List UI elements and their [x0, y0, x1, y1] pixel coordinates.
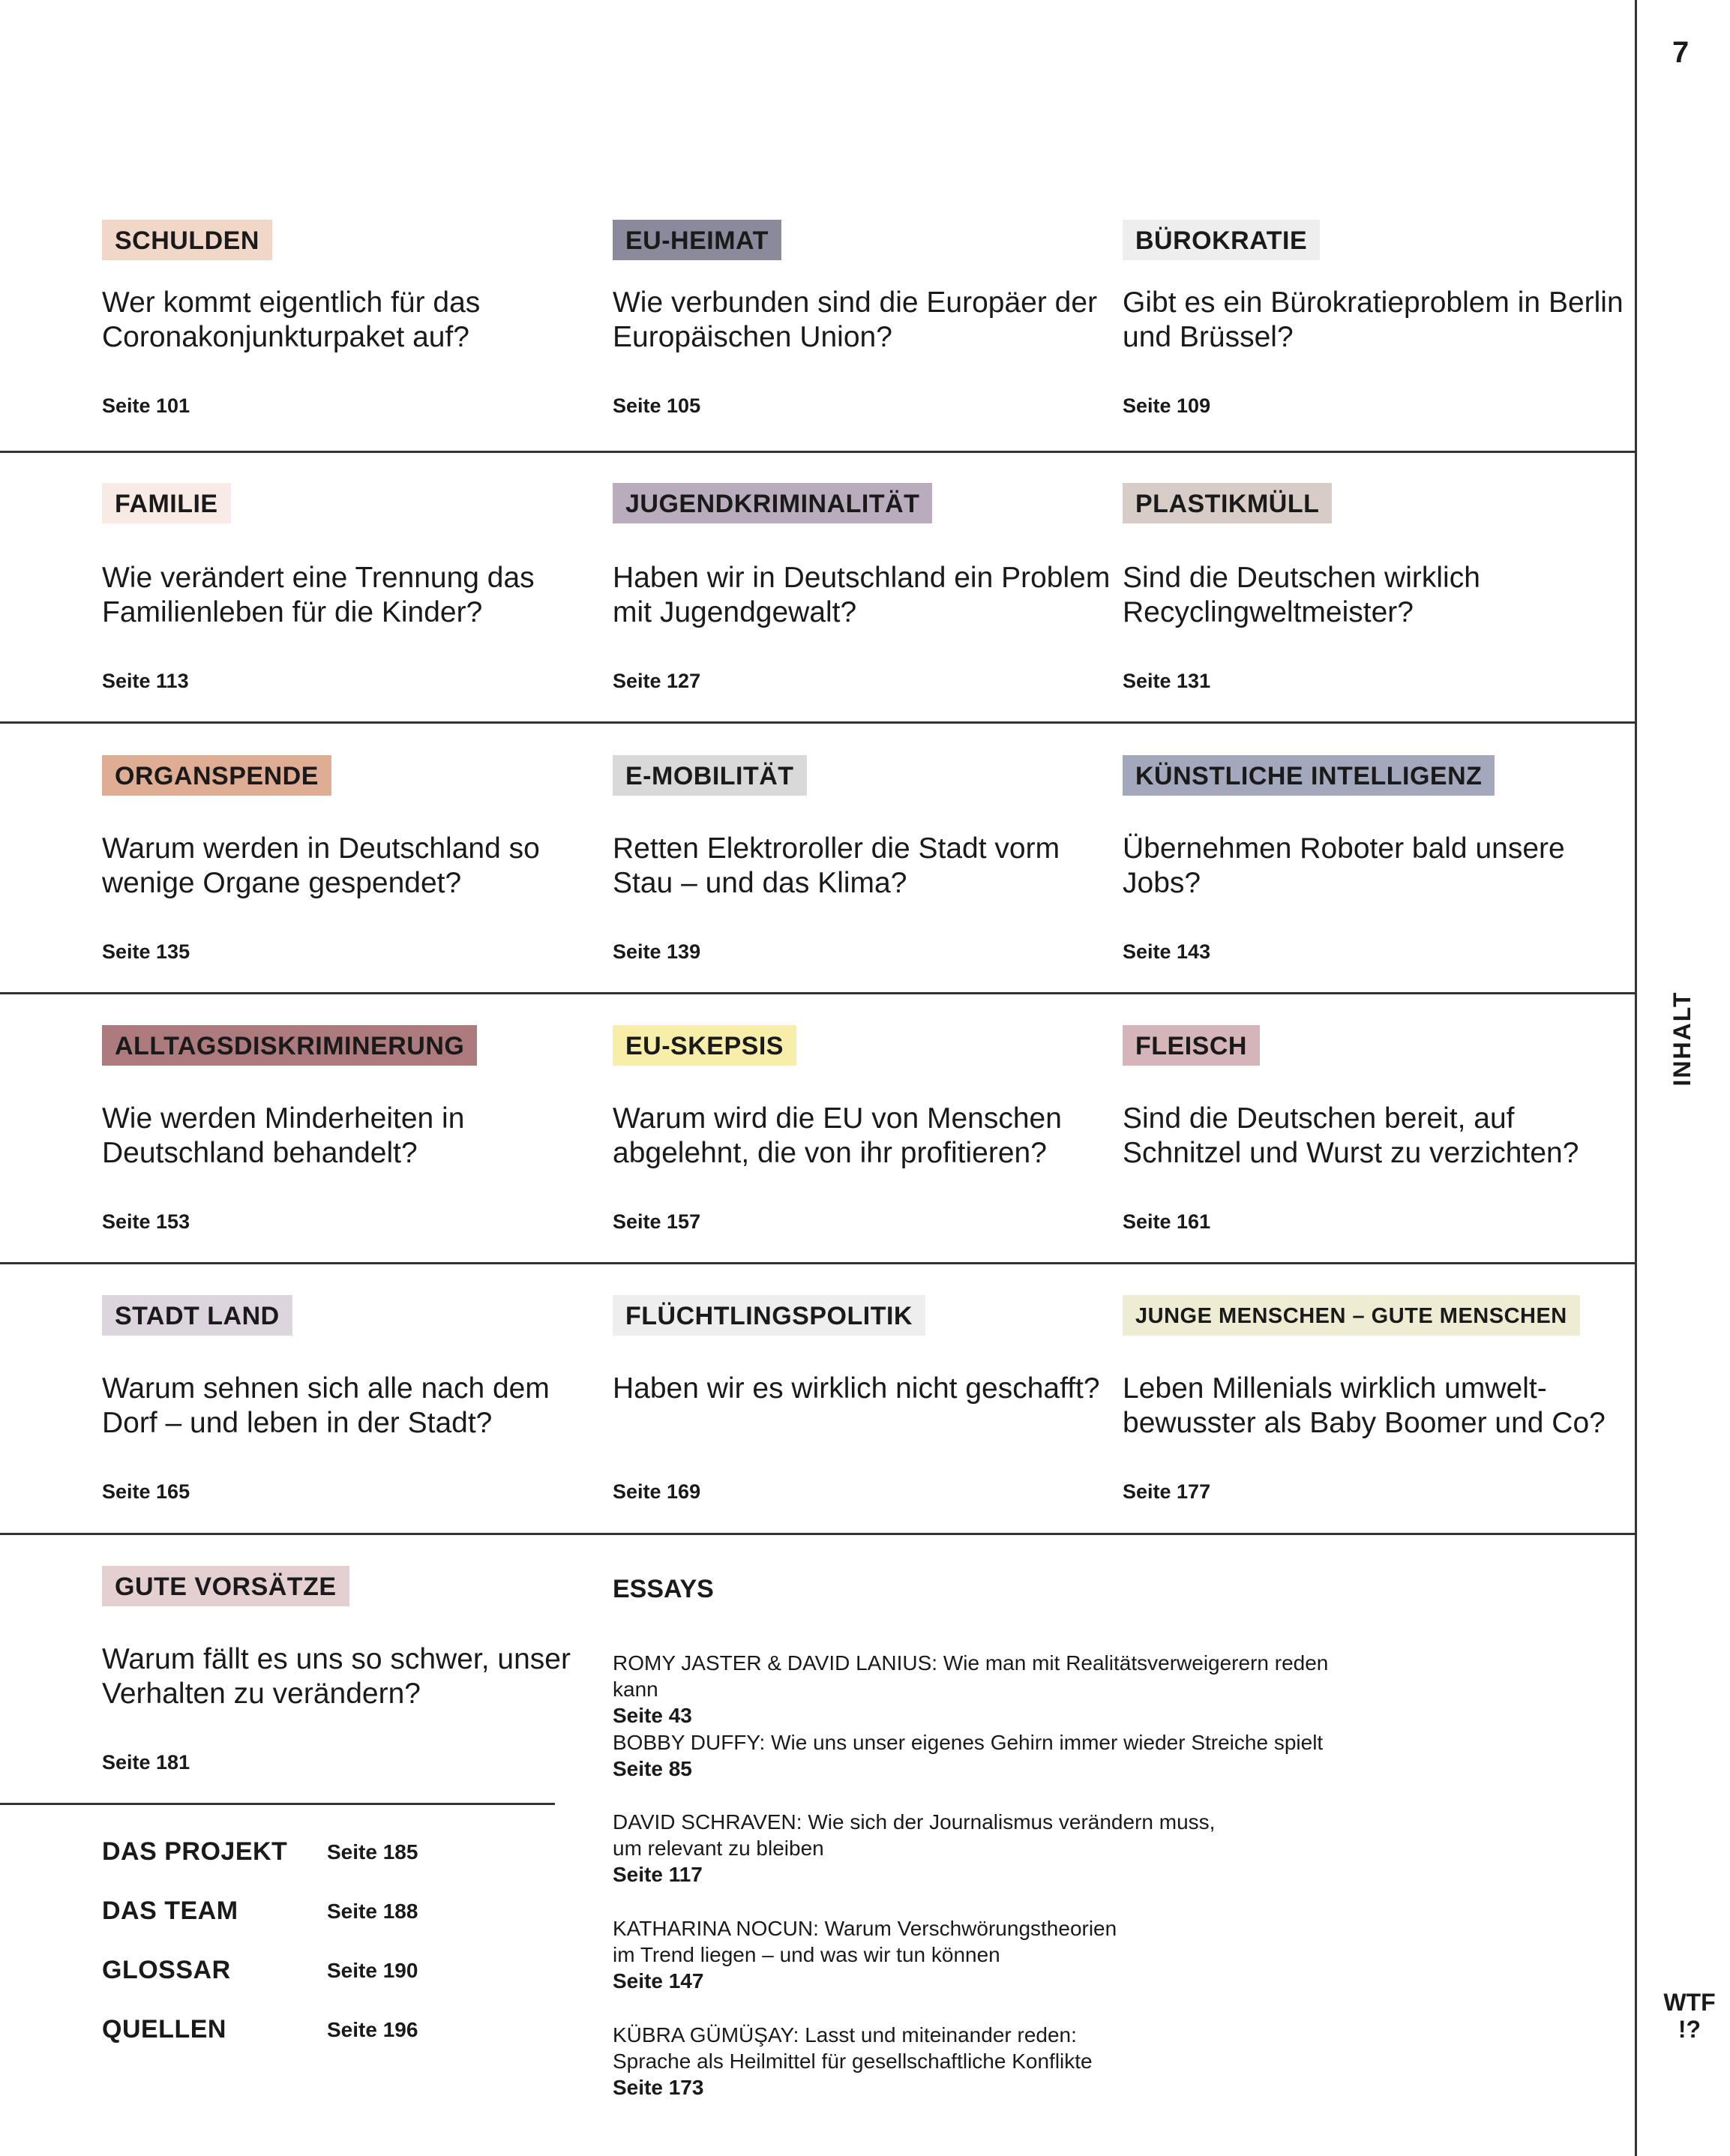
vertical-divider	[1635, 0, 1637, 2156]
topic-tag: GUTE VORSÄTZE	[102, 1566, 349, 1606]
toc-row	[0, 220, 1635, 490]
page-reference: Seite 153	[102, 1210, 190, 1233]
essay-title-cont: im Trend liegen – und was wir tun können	[613, 1943, 1000, 1966]
page-reference: Seite 131	[1123, 670, 1211, 692]
page-reference: Seite 127	[613, 670, 701, 692]
topic-question: Sind die Deutschen bereit, auf Schnitzel und Wurst zu verzichten?	[1123, 1102, 1579, 1169]
topic-question: Wie verbunden sind die Europäer der Europäischen Union?	[613, 286, 1098, 353]
toc-item-alltagsdiskriminierung[interactable]	[102, 1025, 589, 1296]
essays-heading: ESSAYS	[613, 1575, 714, 1603]
page-reference: Seite 161	[1123, 1210, 1211, 1233]
extra-label: QUELLEN	[102, 2015, 226, 2044]
topic-tag: JUNGE MENSCHEN – GUTE MENSCHEN	[1123, 1295, 1580, 1336]
toc-item-organspende[interactable]	[102, 755, 589, 1026]
topic-question: Sind die Deutschen wirklich Recyclingweltmeister?	[1123, 562, 1480, 628]
essay-title: KÜBRA GÜMÜŞAY: Lasst und miteinander reden:	[613, 2023, 1077, 2047]
topic-question: Haben wir es wirklich nicht geschafft?	[613, 1372, 1100, 1405]
topic-tag: BÜROKRATIE	[1123, 220, 1320, 260]
extra-das-projekt[interactable]	[102, 1837, 432, 1882]
topic-question: Übernehmen Roboter bald unsere Jobs?	[1123, 832, 1565, 899]
topic-tag: FLÜCHTLINGSPOLITIK	[613, 1295, 925, 1336]
toc-item-fluechtlingspolitik[interactable]	[613, 1295, 1100, 1566]
topic-tag: KÜNSTLICHE INTELLIGENZ	[1123, 755, 1495, 796]
extra-page: Seite 185	[327, 1840, 418, 1864]
topic-tag: FLEISCH	[1123, 1025, 1260, 1066]
topic-tag: ALLTAGSDISKRIMINERUNG	[102, 1025, 477, 1066]
topic-question: Warum fällt es uns so schwer, unser Verhalten zu verändern?	[102, 1643, 571, 1710]
toc-item-fleisch[interactable]	[1123, 1025, 1610, 1296]
extra-label: DAS PROJEKT	[102, 1837, 288, 1866]
essay-page: Seite 117	[613, 1863, 703, 1886]
toc-item-e-mobilitaet[interactable]	[613, 755, 1100, 1026]
topic-tag: FAMILIE	[102, 483, 231, 523]
essay-entry[interactable]	[613, 1650, 1363, 1729]
essay-entry[interactable]	[613, 1915, 1363, 1994]
page-reference: Seite 165	[102, 1480, 190, 1503]
side-label: INHALT	[1669, 991, 1696, 1087]
topic-question: Wie werden Minderheiten in Deutschland behandelt?	[102, 1102, 465, 1169]
topic-tag: EU-SKEPSIS	[613, 1025, 796, 1066]
extra-page: Seite 190	[327, 1959, 418, 1982]
topic-tag: ORGANSPENDE	[102, 755, 331, 796]
toc-item-plastikmuell[interactable]	[1123, 483, 1610, 754]
essay-entry[interactable]	[613, 1729, 1363, 1782]
extra-quellen[interactable]	[102, 2015, 432, 2060]
toc-item-stadt-land[interactable]	[102, 1295, 589, 1566]
page-reference: Seite 157	[613, 1210, 701, 1233]
topic-tag: STADT LAND	[102, 1295, 292, 1336]
toc-row	[0, 1025, 1635, 1296]
toc-item-gute-vorsaetze[interactable]	[102, 1566, 589, 1837]
toc-item-kuenstliche-intelligenz[interactable]	[1123, 755, 1610, 1026]
toc-item-eu-skepsis[interactable]	[613, 1025, 1100, 1296]
page-reference: Seite 113	[102, 670, 189, 692]
toc-item-familie[interactable]	[102, 483, 589, 754]
essay-title: DAVID SCHRAVEN: Wie sich der Journalismus verändern muss,	[613, 1810, 1216, 1834]
toc-row	[0, 1295, 1635, 1566]
page-reference: Seite 139	[613, 940, 701, 963]
page-reference: Seite 109	[1123, 394, 1211, 417]
topic-tag: JUGENDKRIMINALITÄT	[613, 483, 932, 523]
page-reference: Seite 135	[102, 940, 190, 963]
essay-title-cont: um relevant zu bleiben	[613, 1837, 824, 1860]
topic-question: Wer kommt eigentlich für das Coronakonjunkturpaket auf?	[102, 286, 481, 353]
topic-question: Haben wir in Deutschland ein Problem mit Jugendgewalt?	[613, 562, 1111, 628]
page-number: 7	[1672, 36, 1690, 69]
side-mark-text: WTF !?	[1663, 1989, 1716, 2043]
toc-row	[0, 755, 1635, 1026]
essay-title: KATHARINA NOCUN: Warum Verschwörungstheorien	[613, 1917, 1117, 1940]
extra-label: DAS TEAM	[102, 1897, 238, 1925]
toc-item-buerokratie[interactable]	[1123, 220, 1624, 490]
essay-entry[interactable]	[613, 2022, 1363, 2101]
page-reference: Seite 143	[1123, 940, 1211, 963]
topic-tag: PLASTIKMÜLL	[1123, 483, 1332, 523]
extra-label: GLOSSAR	[102, 1956, 231, 1984]
page-reference: Seite 177	[1123, 1480, 1211, 1503]
toc-item-schulden[interactable]	[102, 220, 589, 490]
topic-question: Gibt es ein Bürokratieproblem in Berlin und Brüssel?	[1123, 286, 1624, 353]
topic-question: Leben Millenials wirklich umwelt-bewusster als Baby Boomer und Co?	[1123, 1372, 1606, 1439]
essay-page: Seite 173	[613, 2076, 704, 2099]
page-reference: Seite 181	[102, 1751, 190, 1774]
essay-page: Seite 43	[613, 1704, 692, 1727]
page-reference: Seite 105	[613, 394, 701, 417]
essay-title: BOBBY DUFFY: Wie uns unser eigenes Gehirn immer wieder Streiche spielt	[613, 1731, 1324, 1754]
extra-page: Seite 196	[327, 2018, 418, 2041]
toc-item-jugendkriminalitaet[interactable]	[613, 483, 1111, 754]
page-reference: Seite 101	[102, 394, 190, 417]
topic-question: Warum werden in Deutschland so wenige Organe gespendet?	[102, 832, 540, 899]
toc-row	[0, 483, 1635, 754]
topic-tag: SCHULDEN	[102, 220, 272, 260]
essay-title: ROMY JASTER & DAVID LANIUS: Wie man mit Realitätsverweigerern reden kann	[613, 1651, 1329, 1701]
essay-page: Seite 85	[613, 1757, 692, 1780]
topic-question: Retten Elektroroller die Stadt vorm Stau – und das Klima?	[613, 832, 1060, 899]
toc-item-eu-heimat[interactable]	[613, 220, 1100, 490]
topic-question: Wie verändert eine Trennung das Familienleben für die Kinder?	[102, 562, 535, 628]
topic-tag: EU-HEIMAT	[613, 220, 781, 260]
topic-tag: E-MOBILITÄT	[613, 755, 807, 796]
topic-question: Warum sehnen sich alle nach dem Dorf – und leben in der Stadt?	[102, 1372, 550, 1439]
extra-page: Seite 188	[327, 1900, 418, 1923]
extra-das-team[interactable]	[102, 1897, 432, 1942]
essay-page: Seite 147	[613, 1969, 704, 1993]
essay-entry[interactable]	[613, 1809, 1363, 1888]
toc-item-junge-menschen[interactable]	[1123, 1295, 1610, 1566]
side-mark	[1654, 1989, 1726, 2043]
extra-glossar[interactable]	[102, 1956, 432, 2001]
topic-question: Warum wird die EU von Menschen abgelehnt, die von ihr profitieren?	[613, 1102, 1062, 1169]
page-reference: Seite 169	[613, 1480, 701, 1503]
essay-title-cont: Sprache als Heilmittel für gesellschaftliche Konflikte	[613, 2050, 1093, 2073]
